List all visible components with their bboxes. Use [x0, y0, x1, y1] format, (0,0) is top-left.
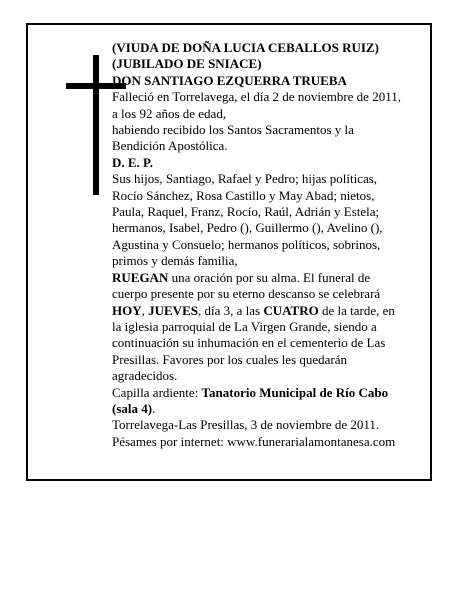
- funeral-time-line: [112, 303, 424, 319]
- cross-vertical-bar: [93, 55, 99, 195]
- capilla-room-line: [112, 401, 424, 417]
- capilla-prefix: Capilla ardiente:: [112, 384, 202, 400]
- family-line: primos y demás familia,: [112, 253, 238, 269]
- death-line: habiendo recibido los Santos Sacramentos y la: [112, 122, 354, 138]
- widower-line: (VIUDA DE DOÑA LUCIA CEBALLOS RUIZ): [112, 40, 379, 55]
- place-date-line: Torrelavega-Las Presillas, 3 de noviembre de 2011.: [112, 417, 380, 433]
- family-line: Agustina y Consuelo; hermanos políticos, sobrinos,: [112, 236, 381, 252]
- dep-line: D. E. P.: [112, 154, 154, 170]
- condolences-line: Pésames por internet: www.funerarialamontanesa.com: [112, 433, 396, 449]
- retired-line: (JUBILADO DE SNIACE): [112, 56, 262, 72]
- ruegan-line: [112, 270, 424, 286]
- funeral-line: agradecidos.: [112, 368, 178, 384]
- family-line: Paula, Raquel, Franz, Rocío, Raúl, Adrián y Estela;: [112, 204, 380, 220]
- hoy-word: HOY: [112, 302, 142, 318]
- cuatro-word: CUATRO: [263, 302, 319, 318]
- capilla-line: [112, 385, 424, 401]
- funeral-line: Presillas. Favores por los cuales les quedarán: [112, 351, 348, 367]
- room-name: (sala 4): [112, 400, 153, 416]
- obituary-notice: [26, 23, 432, 481]
- family-line: hermanos, Isabel, Pedro (), Guillermo (), Avelino (),: [112, 220, 383, 236]
- funeral-line: continuación su inhumación en el cementerio de Las: [112, 335, 386, 351]
- funeral-line: la iglesia parroquial de La Virgen Grande, siendo a: [112, 318, 377, 334]
- jueves-word: JUEVES: [148, 302, 198, 318]
- death-line: Bendición Apostólica.: [112, 138, 228, 154]
- obituary-text: [112, 40, 424, 450]
- deceased-name: DON SANTIAGO EZQUERRA TRUEBA: [112, 72, 347, 88]
- family-line: Sus hijos, Santiago, Rafael y Pedro; hijas políticas,: [112, 171, 378, 187]
- day-time-text: , día 3, a las: [197, 302, 264, 318]
- afternoon-text: de la tarde, en: [318, 302, 395, 318]
- tanatorio-name: Tanatorio Municipal de Río Cabo: [201, 384, 389, 400]
- death-line: Falleció en Torrelavega, el día 2 de noviembre de 2011,: [112, 89, 401, 105]
- family-line: Rocío Sánchez, Rosa Castillo y May Abad; nietos,: [112, 187, 375, 203]
- separator: ,: [141, 302, 149, 318]
- ruegan-rest: una oración por su alma. El funeral de: [168, 269, 371, 285]
- death-line: a los 92 años de edad,: [112, 105, 227, 121]
- funeral-line: cuerpo presente por su eterno descanso se celebrará: [112, 286, 381, 302]
- room-suffix: .: [152, 400, 156, 416]
- ruegan-word: RUEGAN: [112, 269, 169, 285]
